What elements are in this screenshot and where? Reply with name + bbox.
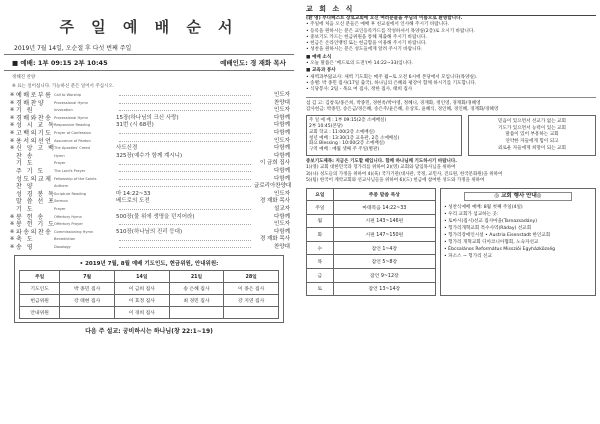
order-item-english: Prayer (54, 206, 66, 211)
reading-row (307, 282, 436, 296)
duty-roster-box (14, 255, 284, 323)
reading-cell: 목 (307, 255, 334, 269)
order-item-person: 경 재화 목사 (259, 236, 290, 243)
leader-dots (119, 186, 251, 187)
prayer-section (306, 159, 596, 184)
order-item-name: 기 도 (16, 160, 34, 168)
order-item-english: Benediction (54, 237, 76, 242)
order-item-english: The Apostles' Creed (54, 146, 90, 151)
order-item-name: 축 도 (16, 236, 34, 244)
reading-cell: 토 (307, 282, 334, 296)
note-2: ※ 표는 일어섭니다. 가능하신 분은 일어서 주십시오. (12, 84, 115, 89)
duty-cell: 기도인도 (20, 283, 60, 295)
duty-cell (224, 307, 279, 319)
order-item-name: 신 앙 고 백 (16, 145, 56, 153)
education-item: • 식당봉사: 2팀 - 목요 여 집사, 정한 집사, 태희 집사 (306, 87, 413, 93)
order-item-english: Sermon (54, 199, 68, 204)
order-row (10, 244, 294, 252)
duty-cell: 강 태현 집사 (60, 295, 115, 307)
reading-row (307, 200, 436, 214)
order-item-person: 경 재화 목사 (259, 198, 290, 205)
reading-cell: 잠언 13~14장 (333, 282, 435, 296)
order-row (10, 130, 294, 138)
order-item-content: 사도신경 (116, 145, 138, 152)
order-row (10, 122, 294, 130)
order-row (10, 160, 294, 168)
duty-row (20, 295, 279, 307)
verse-line: 외로운 자들에게 희망이 되는 교회 (498, 145, 566, 151)
order-mark: ※ (10, 213, 15, 220)
reading-header-cell: 요일 (307, 188, 334, 200)
reading-body (307, 200, 436, 295)
prayer-line: 3)(나) 성도들의 가정을 위하여 4)(육) 국가기관(대사관, 국정, 교민사, 진료원, 한국문화원)을 위하여 (306, 171, 503, 177)
duty-row (20, 283, 279, 295)
order-item-person: 다함께 (274, 114, 290, 121)
duty-cell: 박 종민 집사 (60, 283, 115, 295)
duty-roster-title: • 2019년 7월, 8월 예배 기도인도, 현금위원, 안내위원: (79, 261, 219, 268)
worship-news-item: • 오늘 말씀은 '베드로의 도전'(마 14:22~33)입니다. (306, 61, 414, 67)
reading-row (307, 268, 436, 282)
leader-dots (119, 179, 251, 180)
leader-dots (119, 171, 251, 172)
verse-box (468, 115, 596, 156)
order-item-english: Assurance of Pardon (54, 138, 91, 143)
schedule-line: 2부 10:45(본당) (309, 123, 343, 129)
order-item-person: 인도자 (274, 92, 290, 98)
leader-dots (119, 209, 251, 210)
order-mark: ※ (10, 114, 15, 121)
order-item-english: Scripture Reading (54, 191, 87, 196)
welcome-line: (환 영) 부다페스트 장로교회에 오신 여러분들을 주님의 이름으로 환영합니다. (306, 16, 463, 21)
order-row (10, 214, 294, 222)
order-mark: ※ (10, 137, 15, 144)
prayer-line: 5)(팀) 한국어 계약교회와 선교사님들을 위하여 6)(도) 헌금에 참여한 성도와 가정을 위하여 (306, 177, 485, 183)
duty-cell: 송 은혜 집사 (169, 283, 224, 295)
order-item-english: Responsive Reading (54, 123, 91, 128)
leader-dots (119, 95, 251, 96)
order-mark: ※ (10, 228, 15, 235)
order-item-content: 베드로의 도전 (116, 198, 150, 205)
order-item-content: 510장(하나님의 진리 등대) (116, 228, 183, 235)
reading-cell: 시편 147~150편 (333, 228, 435, 242)
verse-line: 말씀이 있어 부흥하는 교회 (505, 132, 559, 138)
events-box (440, 188, 596, 296)
worship-title: 주 일 예 배 순 서 (59, 18, 239, 36)
church-news-panel (306, 4, 596, 420)
reading-cell: 시편 143~146편 (333, 214, 435, 228)
order-row (10, 92, 294, 100)
reading-header-row (307, 188, 436, 200)
duty-cell: 이 종은 집사 (224, 283, 279, 295)
reading-row (307, 214, 436, 228)
duty-cell (60, 307, 115, 319)
service-time: ■ 예배: 1부 09:15 2부 10:45 (12, 59, 108, 67)
order-item-name: 용서의선언 (16, 137, 53, 145)
order-item-english: Call to Worship (54, 93, 82, 97)
order-item-content: 325장(예수가 함께 계시니) (116, 152, 183, 159)
reading-cell: 화 (307, 228, 334, 242)
order-mark: ※ (10, 129, 15, 136)
order-mark: ※ (10, 236, 15, 243)
order-item-name: 기 원 (16, 107, 34, 115)
duty-roster-table (19, 270, 279, 319)
order-item-person: 다함께 (274, 129, 290, 136)
order-item-person: 인도자 (274, 221, 290, 228)
order-item-english: Offertory Prayer (54, 222, 83, 227)
service-leader: 예배인도: 경 재화 목사 (220, 59, 286, 67)
reading-row (307, 241, 436, 255)
order-item-english: The Lord's Prayer (54, 168, 86, 173)
leader-dots (119, 240, 251, 241)
order-item-name: 봉 헌 송 (16, 213, 45, 221)
order-mark: ※ (10, 107, 15, 114)
schedule-box (306, 115, 462, 156)
order-item-person: 다함께 (274, 213, 290, 220)
order-row (10, 221, 294, 229)
order-mark: ※ (10, 92, 15, 98)
order-item-person: 다함께 (274, 152, 290, 159)
order-item-name: 경배찬양 (16, 99, 46, 107)
event-item: • 헝가리 개혁교회 디아코니아협회, 노숙자선교 (444, 239, 539, 245)
duty-header-cell: 28일 (224, 271, 279, 283)
news-title: 교 회 소 식 (306, 4, 596, 16)
order-item-name: 찬 송 (16, 152, 34, 160)
order-item-person: 다함께 (274, 122, 290, 129)
reading-cell: 마태복음 14:22~33 (333, 200, 435, 214)
order-item-content: 31번 (시 68편) (116, 122, 154, 129)
worship-order-list (4, 92, 294, 251)
order-mark: ※ (10, 145, 15, 152)
event-item: • 파소스 ~ 헝가리 선교 (444, 253, 492, 259)
order-item-english: Invocation (54, 108, 73, 113)
reading-cell: 잠언 1~4장 (333, 241, 435, 255)
welcome-item: • 성찬을 원하시는 분은 성도들에게 알려 주시기 바랍니다. (306, 47, 423, 53)
leader-dots (119, 110, 251, 111)
reading-cell: 주일 (307, 200, 334, 214)
order-row (10, 198, 294, 206)
leader-dots (119, 141, 251, 142)
events-items (444, 204, 592, 260)
order-row (10, 153, 294, 161)
order-item-content: 500장(물 위에 생명을 던지어라) (116, 213, 195, 220)
order-item-name: 파송의찬송 (16, 228, 53, 236)
schedule-line: 청년 예배 : 13:30(1층 교육관, 2층 소예배실) (309, 135, 400, 141)
order-item-person: 찬양대 (274, 243, 290, 250)
schedule-line: 주 일 예 배 : 1부 09:15(2층 소예배실) (309, 118, 387, 124)
reading-row (307, 255, 436, 269)
schedule-line: 교회 학교 : 11:00(2층 소예배실) (309, 129, 375, 135)
duty-header-row (20, 271, 279, 283)
order-row (10, 229, 294, 237)
order-row (10, 236, 294, 244)
duty-cell (169, 307, 224, 319)
worship-order-panel (4, 4, 294, 420)
order-item-name: 고백의기도 (16, 129, 53, 137)
order-row (10, 107, 294, 115)
order-row (10, 206, 294, 214)
order-item-person: 인도자 (274, 190, 290, 197)
order-mark: ※ (10, 99, 15, 106)
schedule-line: 화요 Blessing : 10:00(2층 소예배실) (309, 141, 385, 147)
leader-dots (119, 224, 251, 225)
order-item-person: 다함께 (274, 175, 290, 182)
event-item: • 토마시(집시)선교 집사마을(Tarnazsadány) (444, 218, 537, 224)
order-item-person: 이 금희 집사 (259, 160, 290, 167)
order-item-name: 봉 헌 기 도 (16, 221, 56, 229)
leader-dots (119, 247, 251, 248)
leader-dots (119, 164, 251, 165)
reading-cell: 수 (307, 241, 334, 255)
prayer-line: 1)(영) 교회 대한민국과 헝가리를 위하여 2)(영) 교회와 담임목사님을 위하여 (306, 165, 456, 171)
event-item: • 우리 교회가 섬교하는 곳: (444, 211, 499, 217)
prayer-head: 중보기도제목: 지금은 기도할 때입니다. 함께 하나님께 기도하시기 바랍니다. (306, 159, 457, 165)
staff-line: 감사헌금: 박종민, 송은금/경은혜, 송은주/윤은혜, 유상호, 윤혜식, 경인혜, 경인혜, 경재화/경혜영 (306, 106, 499, 112)
order-item-content: 마 14:22~33 (116, 190, 151, 197)
order-item-name: 주 기 도 (16, 167, 45, 175)
order-item-person: 다함께 (274, 167, 290, 174)
verse-line: 연약한 자들에게 힘이 되고 (505, 138, 559, 144)
schedule-line: 구역 예배 : 매월 셋째 주 주일(별관) (309, 147, 380, 153)
order-item-english: Anthem (54, 184, 69, 189)
staff-line: 섬 김 고: 김창욱/홍은희, 박종민, 경현옥/박아영, 정혜니, 경재화, 정인영, 경재화/경혜영 (306, 100, 481, 106)
reading-cell: 잠언 9~12장 (333, 268, 435, 282)
order-item-english: Processional Hymn (54, 115, 89, 120)
reading-row (307, 228, 436, 242)
duty-cell: 강 지연 집사 (224, 295, 279, 307)
order-mark: ※ (10, 122, 15, 129)
schedule-and-verse (306, 115, 596, 156)
order-item-person: 설교자 (274, 205, 290, 212)
order-item-english: Offertory Hymn (54, 214, 82, 219)
leader-dots (119, 133, 251, 134)
news-body (306, 16, 596, 94)
duty-cell: 이 효정 집사 (114, 295, 169, 307)
order-item-english: Fellowship of the Saints (54, 176, 97, 181)
order-row (10, 168, 294, 176)
duty-body (20, 283, 279, 319)
welcome-item: • 등록을 원하시는 분은 교인등록카드를 작성하셔서 목양실(2층)로 오시기 바랍니다. (306, 28, 475, 34)
duty-cell: 이 경희 집사 (114, 307, 169, 319)
duty-header-cell: 14일 (114, 271, 169, 283)
order-item-name: 송 영 (16, 243, 34, 251)
order-row (10, 183, 294, 191)
welcome-item: • 중보기도 카드는 헌금위원을 통해 제출해 주시기 바랍니다. (306, 34, 427, 40)
duty-cell: 헌금위원 (20, 295, 60, 307)
duty-row (20, 307, 279, 319)
education-items (306, 75, 596, 94)
duty-cell: 최 경민 집사 (169, 295, 224, 307)
service-time-line (4, 54, 294, 71)
order-mark: ※ (10, 221, 15, 228)
welcome-item: • 주일에 처음 오신 분들은 예배 후 친교실에서 인사해 주시기 바랍니다. (306, 22, 450, 28)
order-item-person: 글로리아찬양대 (254, 183, 292, 190)
order-item-person: 찬양대 (274, 99, 290, 106)
duty-header-cell: 21일 (169, 271, 224, 283)
order-row (10, 100, 294, 108)
education-item: • 송별: 박 종민 집사(17일 출국), 하나님의 은혜와 평강이 함께 하시기를 기도합니다. (306, 80, 477, 86)
order-item-english: Doxology (54, 244, 71, 249)
order-item-name: 말 씀 선 포 (16, 198, 56, 206)
leader-dots (119, 103, 251, 104)
duty-header-cell: 7월 (60, 271, 115, 283)
order-item-person: 다함께 (274, 145, 290, 152)
education-head: ■ 교육과 봉사 (306, 68, 336, 74)
order-item-english: Hymn (54, 153, 65, 158)
verse-line: 믿음이 있으면서 선교가 없는 교회 (498, 119, 566, 125)
education-item: • 새벽과부닮교사: 새벽 기도회는 매주 월~토 오전 6시에 본당에서 모입니다(목양실). (306, 74, 478, 80)
order-item-name: 예배로부름 (16, 92, 53, 99)
note-1: 정해진 찬양 (12, 75, 36, 80)
staff-lines (306, 101, 596, 114)
reading-cell: 월 (307, 214, 334, 228)
order-item-name: 성 시 교 독 (16, 122, 56, 130)
order-item-name: 찬 양 (16, 183, 34, 191)
order-item-person: 다함께 (274, 228, 290, 235)
date-line: 2019년 7월 14일, 오순절 후 다섯 번째 주일 (14, 45, 132, 52)
event-item: • 헝가리개혁교회 특수사역(Ráday) 선교회 (444, 225, 532, 231)
order-row (10, 176, 294, 184)
duty-cell: 안내위원 (20, 307, 60, 319)
event-item: • Ébcsalános Református Missziói Egyházközség (444, 246, 556, 252)
order-item-name: 성 경 봉 독 (16, 190, 56, 198)
welcome-item: • 헌금은 온라인뱅킹 또는 헌금함을 이용해 주시기 바랍니다. (306, 41, 427, 47)
event-item: • 성찬식예배 예배: 8월 첫째 주일(4일) (444, 204, 523, 210)
order-item-name: 성도의교제 (16, 175, 53, 183)
reading-header-cell: 주중 말씀 묵상 (333, 188, 435, 200)
welcome-items (306, 22, 596, 53)
reading-wrap (306, 188, 436, 296)
order-item-person: 인도자 (274, 137, 290, 144)
duty-header-cell: 주일 (20, 271, 60, 283)
reading-table (306, 188, 436, 296)
events-head: ◎ 교회 행사 안내◎ (464, 192, 572, 201)
event-item: • 헝가리장애인시설 • Austria Eisenstadt 한인교회 (444, 232, 551, 238)
worship-news-items (306, 61, 596, 67)
divider (306, 97, 596, 98)
order-item-person: 인도자 (274, 107, 290, 114)
verse-line: 기도가 있으면서 능력이 있는 교회 (498, 125, 566, 131)
reading-cell: 금 (307, 268, 334, 282)
order-item-name: 경배와찬송 (16, 114, 53, 122)
order-item-english: Processional Hymn (54, 100, 89, 105)
order-item-name: 기 도 (16, 205, 34, 213)
prayer-lines (306, 165, 596, 184)
order-item-english: Commissioning Hymn (54, 229, 94, 234)
worship-news-head: ■ 예배 소식 (306, 54, 332, 60)
next-sermon: 다음 주 설교: 궁비하시는 하나님(창 22:1~19) (85, 328, 213, 336)
order-item-english: Prayer (54, 161, 66, 166)
order-item-content: 15장(하나님의 크신 사랑) (116, 114, 179, 121)
order-item-english: Prayer of Confession (54, 130, 92, 135)
reading-cell: 잠언 5~8장 (333, 255, 435, 269)
order-row (10, 145, 294, 153)
bottom-section (306, 188, 596, 296)
order-mark: ※ (10, 243, 15, 250)
duty-cell: 이 금희 집사 (114, 283, 169, 295)
